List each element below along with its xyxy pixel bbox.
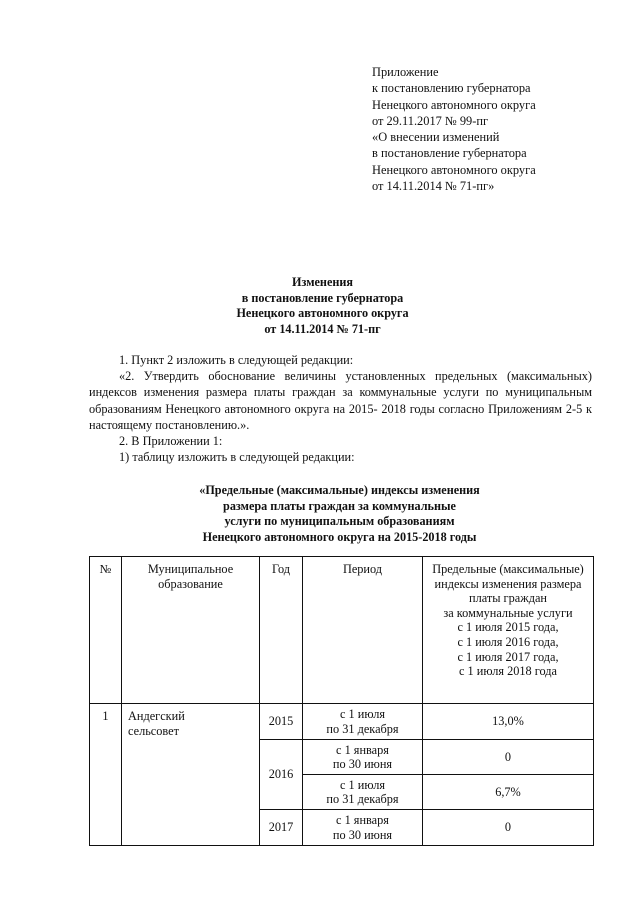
row-period <box>303 810 423 846</box>
row-period <box>303 740 423 775</box>
paragraph-4: 1) таблицу изложить в следующей редакции: <box>119 450 355 465</box>
appendix-line: Ненецкого автономного округа <box>372 97 536 112</box>
document-body <box>89 352 592 465</box>
header-index-line: Предельные (максимальные) <box>432 562 584 576</box>
period-line: с 1 января <box>336 813 389 828</box>
row-municipality <box>122 704 260 846</box>
title-line: Изменения <box>292 275 353 289</box>
paragraph-2: «2. Утвердить обоснование величины установленных предельных (максимальных) индексов изменения размера платы граждан за коммунальные услуги по муниципальным образованиям Ненецкого автономного округа на 2015- 2018 годы согласно Приложениям 2-5 к настоящему постановлению.». <box>89 369 592 432</box>
paragraph-3: 2. В Приложении 1: <box>119 434 223 449</box>
appendix-line: Ненецкого автономного округа <box>372 162 536 177</box>
appendix-line: Приложение <box>372 65 439 79</box>
indices-table <box>89 556 594 846</box>
title-line: Ненецкого автономного округа <box>236 306 409 321</box>
row-value: 13,0% <box>423 704 594 740</box>
header-municipality-line: образование <box>158 576 223 591</box>
appendix-line: от 14.11.2014 № 71-пг» <box>372 179 495 194</box>
table-title <box>0 483 639 545</box>
header-index-line: индексы изменения размера <box>434 576 582 591</box>
row-value: 0 <box>423 810 594 846</box>
municipality-line: Андегский <box>128 709 185 723</box>
period-line: по 31 декабря <box>326 721 399 736</box>
header-num: № <box>90 557 122 704</box>
header-municipality-line: Муниципальное <box>147 562 234 576</box>
table-title-line: Ненецкого автономного округа на 2015-2018 годы <box>202 529 477 544</box>
row-year: 2016 <box>260 740 303 810</box>
header-period: Период <box>303 557 423 704</box>
document-title <box>0 275 639 337</box>
row-year: 2015 <box>260 704 303 740</box>
row-period <box>303 775 423 810</box>
period-line: по 31 декабря <box>326 792 399 806</box>
row-year: 2017 <box>260 810 303 846</box>
row-period <box>303 704 423 740</box>
table-title-line: «Предельные (максимальные) индексы изменения <box>199 483 480 497</box>
municipality-line: сельсовет <box>128 723 179 738</box>
appendix-line: в постановление губернатора <box>372 146 527 161</box>
period-line: с 1 июля <box>339 707 385 722</box>
appendix-line: «О внесении изменений <box>372 130 500 145</box>
table-title-line: услуги по муниципальным образованиям <box>224 514 455 529</box>
header-year: Год <box>260 557 303 704</box>
row-number: 1 <box>90 704 122 846</box>
appendix-line: от 29.11.2017 № 99-пг <box>372 113 489 128</box>
header-index-line: платы граждан <box>468 591 547 606</box>
table-header-row <box>90 557 594 704</box>
title-line: в постановление губернатора <box>241 290 404 305</box>
period-line: по 30 июня <box>332 827 393 842</box>
row-value: 0 <box>423 740 594 775</box>
header-index-line: с 1 июля 2017 года, <box>457 649 559 664</box>
row-value: 6,7% <box>423 775 594 810</box>
header-index-line: с 1 июля 2015 года, <box>457 620 559 635</box>
header-index <box>423 557 594 704</box>
paragraph-1: 1. Пункт 2 изложить в следующей редакции: <box>119 353 354 367</box>
table-row <box>90 704 594 740</box>
appendix-header <box>372 64 536 194</box>
header-index-line: за коммунальные услуги <box>443 605 573 620</box>
appendix-line: к постановлению губернатора <box>372 81 531 96</box>
table-title-line: размера платы граждан за коммунальные <box>223 498 456 513</box>
period-line: с 1 июля <box>339 777 385 792</box>
period-line: с 1 января <box>336 742 389 757</box>
header-index-line: с 1 июля 2016 года, <box>457 634 559 649</box>
header-municipality <box>122 557 260 704</box>
period-line: по 30 июня <box>332 757 393 771</box>
header-index-line: с 1 июля 2018 года <box>459 664 557 679</box>
title-line: от 14.11.2014 № 71-пг <box>264 321 381 336</box>
